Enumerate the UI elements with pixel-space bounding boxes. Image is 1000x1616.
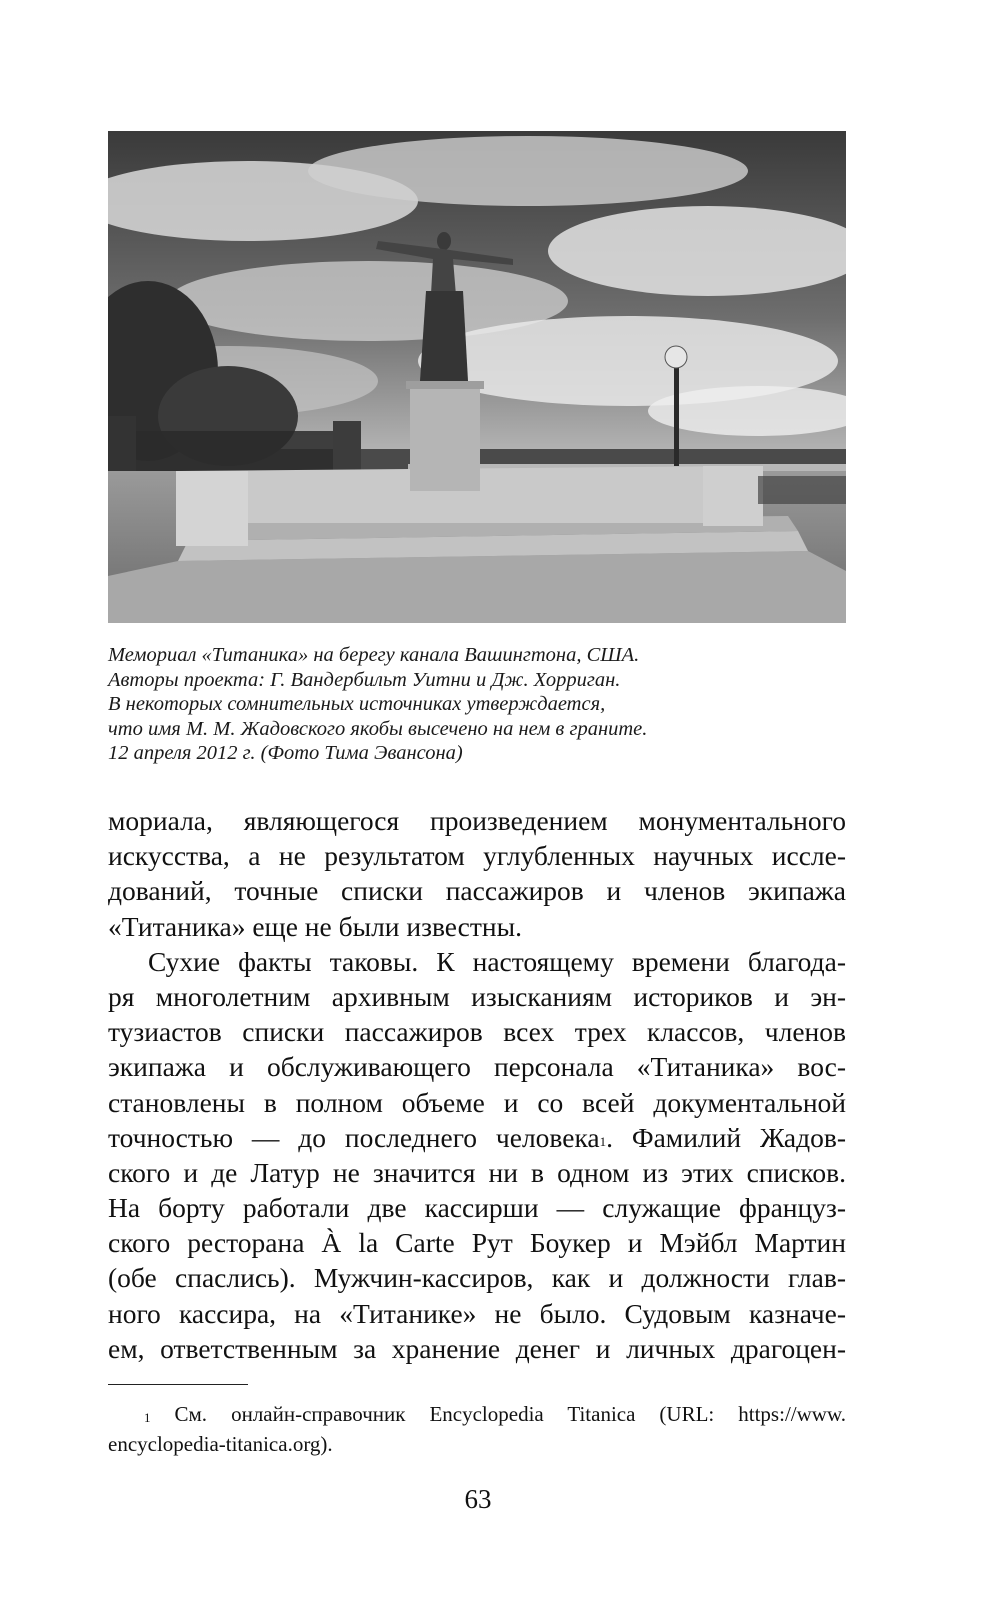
caption-line: 12 апреля 2012 г. (Фото Тима Эвансона): [108, 742, 463, 764]
body-text: [108, 803, 846, 1366]
text-line: экипажа и обслуживающего персонала «Титаника» вос-: [108, 1051, 846, 1083]
caption-line: что имя М. М. Жадовского якобы высечено на нем в граните.: [108, 717, 648, 740]
text-line: становлены в полном объеме и со всей документальной: [108, 1086, 846, 1118]
text-line: ского и де Латур не значится ни в одном из этих списков.: [108, 1156, 846, 1188]
text-line: ного кассира, на «Титанике» не было. Судовым казначе-: [108, 1297, 846, 1329]
text-line: дований, точные списки пассажиров и членов экипажа: [108, 875, 846, 907]
text-line: искусства, а не результатом углубленных научных иссле-: [108, 840, 846, 872]
text-line-with-footnote: [108, 1120, 846, 1155]
caption-line: Мемориал «Титаника» на берегу канала Вашингтона, США.: [108, 644, 640, 666]
page-number: 63: [464, 1484, 492, 1514]
footnote-line: [108, 1399, 846, 1429]
text-fragment: . Фамилий Жадов-: [606, 1121, 846, 1153]
memorial-photo-graphic: [108, 131, 846, 623]
footnote-divider: [108, 1384, 248, 1385]
text-line: мориала, являющегося произведением монументального: [108, 805, 846, 836]
titanic-memorial-photo: [108, 131, 846, 623]
footnote: [108, 1399, 846, 1459]
caption-line: В некоторых сомнительных источниках утверждается,: [108, 693, 606, 715]
footnote-marker: 1: [144, 1410, 151, 1425]
footnote-text: См. онлайн-справочник Encyclopedia Titanica (URL: https://www.: [174, 1402, 846, 1426]
text-line: На борту работали две кассирши — служащие француз-: [108, 1192, 846, 1224]
text-line: (обе спаслись). Мужчин-кассиров, как и должности глав-: [108, 1262, 846, 1294]
photo-caption: [108, 643, 868, 766]
text-line: ем, ответственным за хранение денег и личных драгоцен-: [108, 1332, 846, 1364]
footnote-line: encyclopedia-titanica.org).: [108, 1432, 333, 1456]
text-line: тузиастов списки пассажиров всех трех классов, членов: [108, 1016, 846, 1048]
text-fragment: точностью — до последнего человека: [108, 1121, 600, 1153]
text-line: ского ресторана À la Carte Рут Боукер и Мэйбл Мартин: [108, 1227, 846, 1259]
text-line: «Титаника» еще не были известны.: [108, 910, 522, 942]
footnote-reference[interactable]: 1: [599, 1133, 607, 1149]
caption-line: Авторы проекта: Г. Вандербильт Уитни и Дж. Хорриган.: [108, 668, 621, 691]
text-line: Сухие факты таковы. К настоящему времени благода-: [148, 945, 846, 977]
text-line: ря многолетним архивным изысканиям историков и эн-: [108, 980, 846, 1012]
